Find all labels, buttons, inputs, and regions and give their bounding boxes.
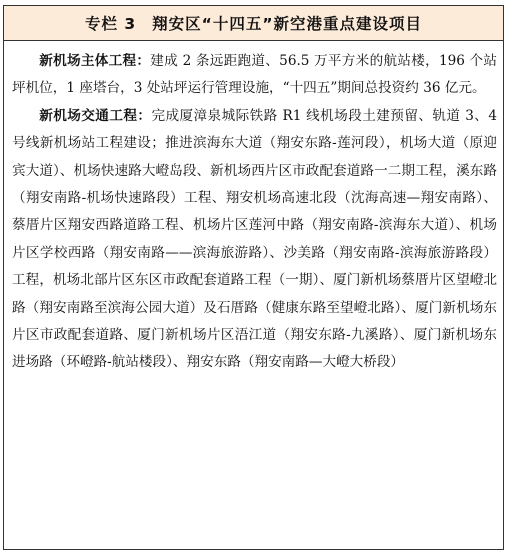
box-content — [4, 41, 503, 377]
paragraph-main-works — [12, 48, 497, 103]
box-number: 专栏 3 — [84, 15, 137, 33]
box-header — [4, 6, 503, 41]
paragraph-text: 建成 2 条远距跑道、56.5 万平方米的航站楼，196 个站坪机位，1 座塔台，3 处站坪运行管理设施，“十四五”期间总投资约 36 亿元。 — [12, 53, 498, 97]
box-title: 翔安区“十四五”新空港重点建设项目 — [152, 15, 423, 33]
paragraph-text: 完成厦漳泉城际铁路 R1 线机场段土建预留、轨道 3、4 号线新机场站工程建设；推进滨海东大道（翔安东路-莲河段），机场大道（原迎宾大道）、机场快速路大嶝岛段、新机场西片区市政配套道路一二期工程，溪东路（翔安南路-机场快速路段）工程、翔安机场高速北段（沈海高速—翔安南路）、蔡厝片区翔安西路道路工程、机场片区莲河中路（翔安南路-滨海东大道）、机场片区学校西路（翔安南路——滨海旅游路）、沙美路（翔安南路-滨海旅游路段）工程，机场北部片区东区市政配套道路工程（一期）、厦门新机场蔡厝片区望嶝北路（翔安南路至滨海公园大道）及石厝路（健康东路至望嶝北路）、厦门新机场东片区市政配套道路、厦门新机场片区浯江道（翔安东路-九溪路）、厦门新机场东进场路（环嶝路-航站楼段）、翔安东路（翔安南路—大嶝大桥段） — [12, 107, 497, 371]
paragraph-traffic-works — [12, 103, 497, 377]
paragraph-lead: 新机场主体工程： — [39, 53, 151, 69]
paragraph-lead: 新机场交通工程： — [39, 107, 152, 124]
feature-box — [3, 5, 504, 550]
